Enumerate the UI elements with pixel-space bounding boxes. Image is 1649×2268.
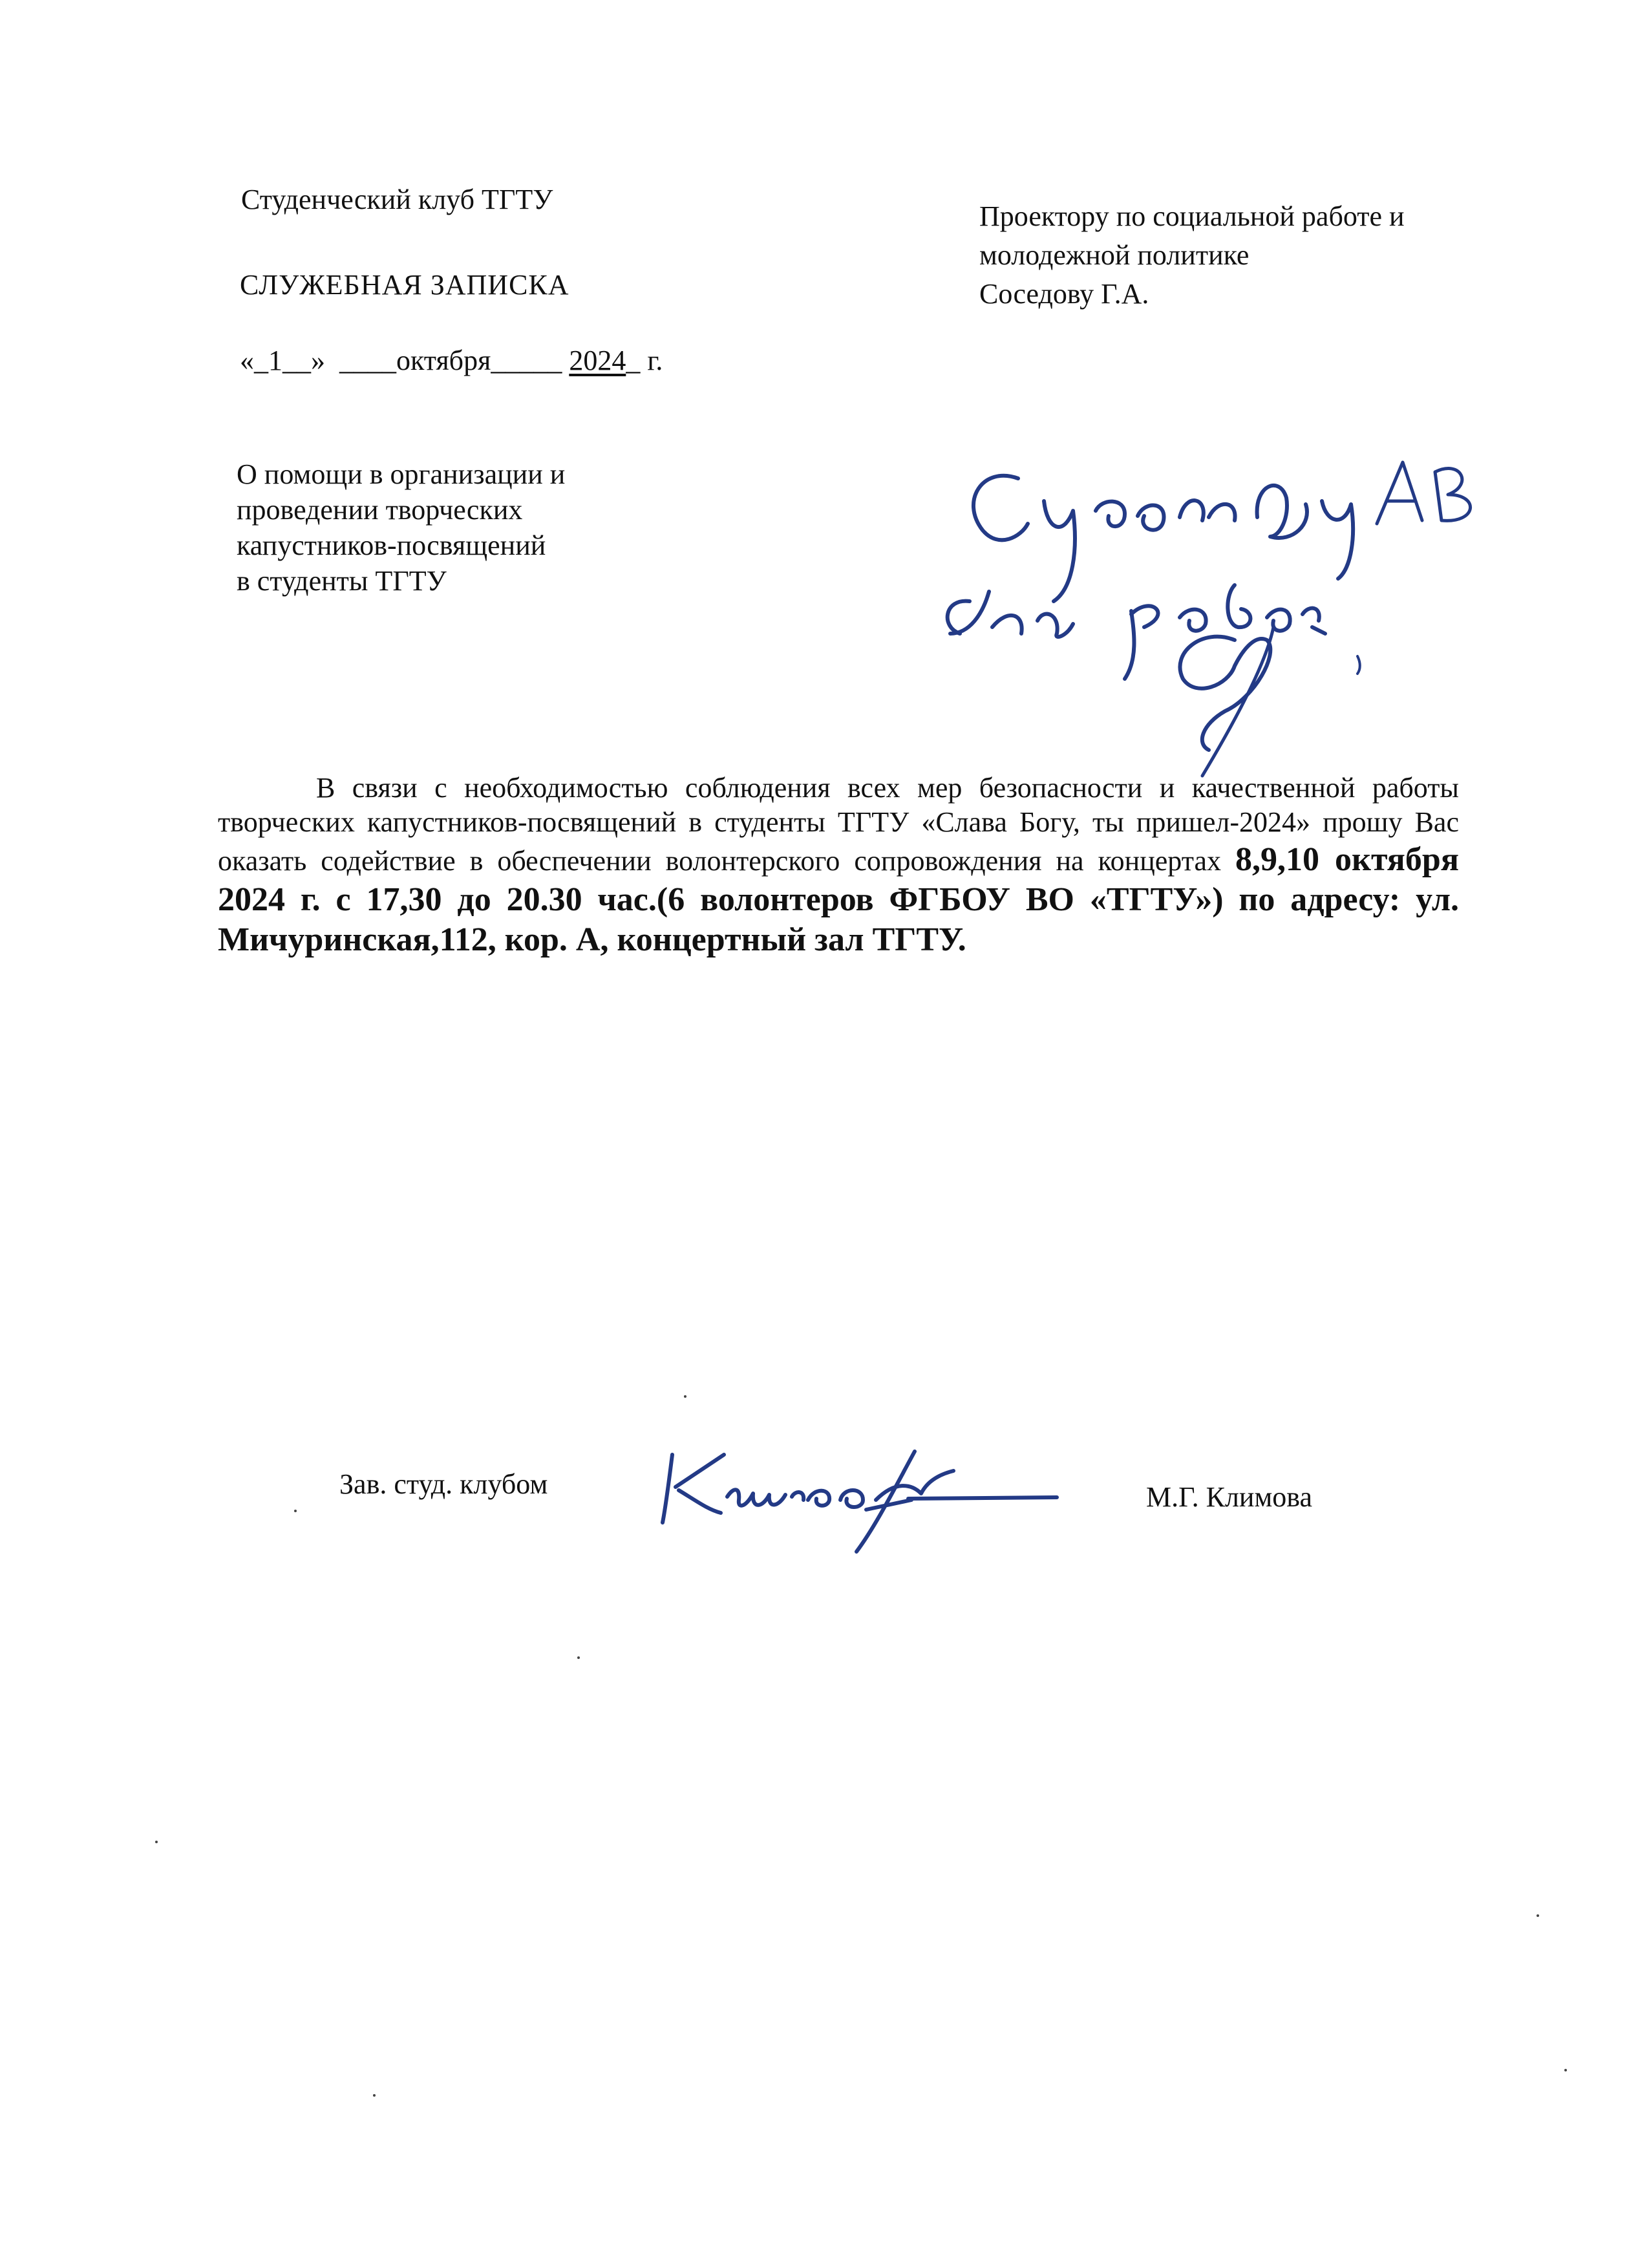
signer-position: Зав. студ. клубом: [339, 1468, 548, 1500]
date-year: 2024: [569, 345, 626, 376]
date-year-abbr: г.: [647, 345, 663, 376]
date-month: октября: [396, 345, 491, 376]
recipient-line: молодежной политике: [979, 239, 1250, 271]
signer-name: М.Г. Климова: [1146, 1481, 1313, 1513]
scan-speck: [684, 1395, 686, 1398]
subject-line: в студенты ТГТУ: [237, 565, 447, 597]
date-close-quote: __»: [282, 345, 325, 376]
recipient-block: [979, 197, 1509, 314]
scan-speck: [577, 1656, 580, 1659]
scan-speck: [294, 1510, 297, 1512]
memo-body: [218, 771, 1459, 961]
subject-line: проведении творческих: [237, 494, 523, 526]
scan-speck: [1564, 2069, 1567, 2071]
scan-speck: [373, 2094, 376, 2097]
subject-line: капустников-посвящений: [237, 530, 546, 561]
resolution-handwriting: [931, 440, 1577, 802]
date-day: 1: [268, 345, 282, 376]
date-year-suffix: _: [626, 345, 641, 376]
date-month-suffix: _____: [491, 345, 562, 376]
body-text-bold: 8,9,10 октября 2024 г. с 17,30 до 20.30 час.(6 волонтеров ФГБОУ ВО «ТГТУ») по адресу: ул. Мичуринская,112, кор. А, концертный зал ТГТУ.: [218, 840, 1459, 959]
date-open-quote: «_: [240, 345, 268, 376]
subject-line: О помощи в организации и: [237, 458, 566, 490]
scan-speck: [155, 1841, 158, 1843]
memo-date: [240, 344, 663, 378]
recipient-line: Проектору по социальной работе и: [979, 200, 1405, 232]
subject-block: [237, 456, 657, 599]
document-title: СЛУЖЕБНАЯ ЗАПИСКА: [240, 269, 569, 301]
organization-name: Студенческий клуб ТГТУ: [241, 184, 553, 215]
signature: [650, 1435, 1076, 1565]
recipient-line: Соседову Г.А.: [979, 278, 1149, 310]
scan-speck: [1537, 1914, 1539, 1917]
body-text-regular: В связи с необходимостью соблюдения всех мер безопасности и качественной работы творческих капустников-посвящений в студенты ТГТУ «Слава Богу, ты пришел-2024» прошу Вас оказать содействие в обеспечении волонтерского сопровождения на концертах: [218, 772, 1459, 877]
date-month-prefix: ____: [339, 345, 396, 376]
